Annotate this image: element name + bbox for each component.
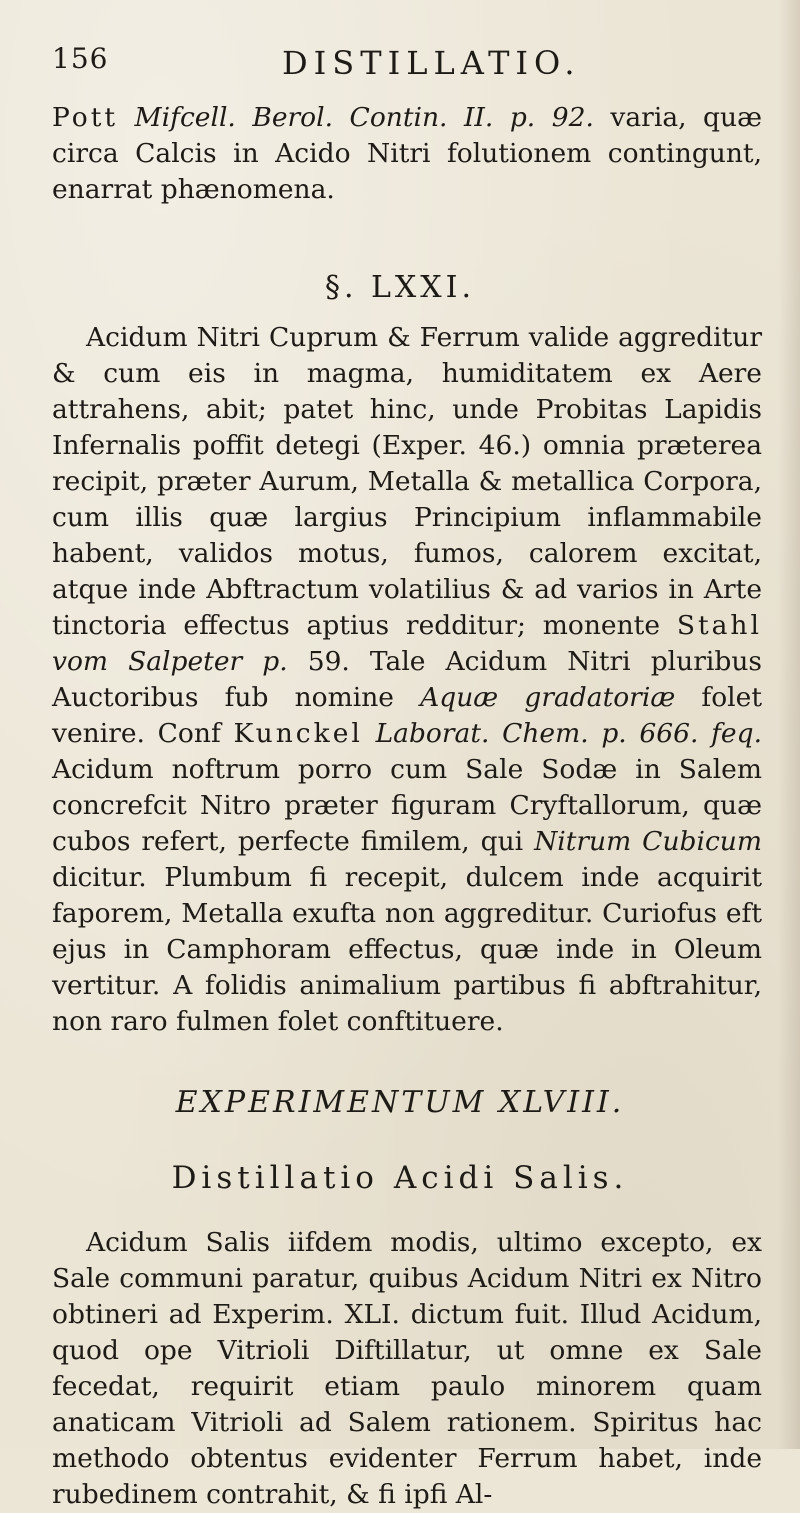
page-number: 156: [52, 42, 109, 75]
citation: Mifcell. Berol. Contin. II. p. 92.: [134, 102, 594, 133]
experiment-paragraph: [52, 1225, 762, 1513]
seq-abbrev: feq.: [711, 718, 762, 749]
author-kunckel: Kunckel: [233, 718, 363, 749]
page-gutter-shadow: [778, 0, 800, 1449]
intro-paragraph: [52, 100, 762, 208]
experiment-title: EXPERIMENTUM XLVIII.: [175, 1085, 625, 1120]
paragraph-text: 59. Tale Acidum Nitri pluribus Auctoribus fub nomine: [52, 646, 762, 713]
paragraph-text: Acidum Nitri Cuprum & Ferrum valide aggreditur & cum eis in magma, humiditatem ex Aere attrahens, abit; patet hinc, unde Probitas Lapidis Infernalis poffit detegi (Exper. 46.) omnia præterea recipit, præter Aurum, Metalla & metallica Corpora, cum illis quæ largius Principium inflammabile habent, validos motus, fumos, calorem excitat, atque inde Abftractum volatilius & ad varios in Arte tinctoria effectus aptius redditur; monente: [52, 322, 762, 641]
running-head: DISTILLATIO.: [282, 44, 581, 82]
distillation-heading: Distillatio Acidi Salis.: [171, 1160, 629, 1196]
citation-kunckel: Laborat. Chem. p. 666.: [375, 718, 699, 749]
paragraph-text: folet venire. Conf: [52, 682, 762, 749]
page-header: [52, 42, 752, 92]
paragraph-text: Acidum noftrum porro cum Sale Sodæ in Salem concrefcit Nitro præter figuram Cryftallorum, quæ cubos refert, perfecte fimilem, qui: [52, 754, 762, 857]
author-stahl: Stahl: [676, 610, 762, 641]
term-aqua-gradatoria: Aquæ gradatoriæ: [420, 682, 676, 713]
intro-text: varia, quæ circa Calcis in Acido Nitri folutionem contingunt, enarrat phænomena.: [52, 102, 762, 205]
term-nitrum-cubicum: Nitrum Cubicum: [534, 826, 762, 857]
citation-stahl: vom Salpeter p.: [52, 646, 288, 677]
paragraph-text: Acidum Salis iifdem modis, ultimo excepto, ex Sale communi paratur, quibus Acidum Nitri ex Nitro obtineri ad Experim. XLI. dictum fuit. Illud Acidum, quod ope Vitrioli Diftillatur, ut omne ex Sale fecedat, requirit etiam paulo minorem quam anaticam Vitrioli ad Salem rationem. Spiritus hac methodo obtentus evidenter Ferrum habet, inde rubedinem contrahit, & fi ipfi Al-: [52, 1227, 762, 1510]
author-name: Pott: [52, 102, 119, 133]
section-number: §. LXXI.: [324, 270, 476, 305]
paragraph-text: dicitur. Plumbum fi recepit, dulcem inde acquirit faporem, Metalla exufta non aggreditur. Curiofus eft ejus in Camphoram effectus, quæ inde in Oleum vertitur. A folidis animalium partibus fi abftrahitur, non raro fulmen folet conftituere.: [52, 862, 762, 1037]
section-paragraph: [52, 320, 762, 1040]
